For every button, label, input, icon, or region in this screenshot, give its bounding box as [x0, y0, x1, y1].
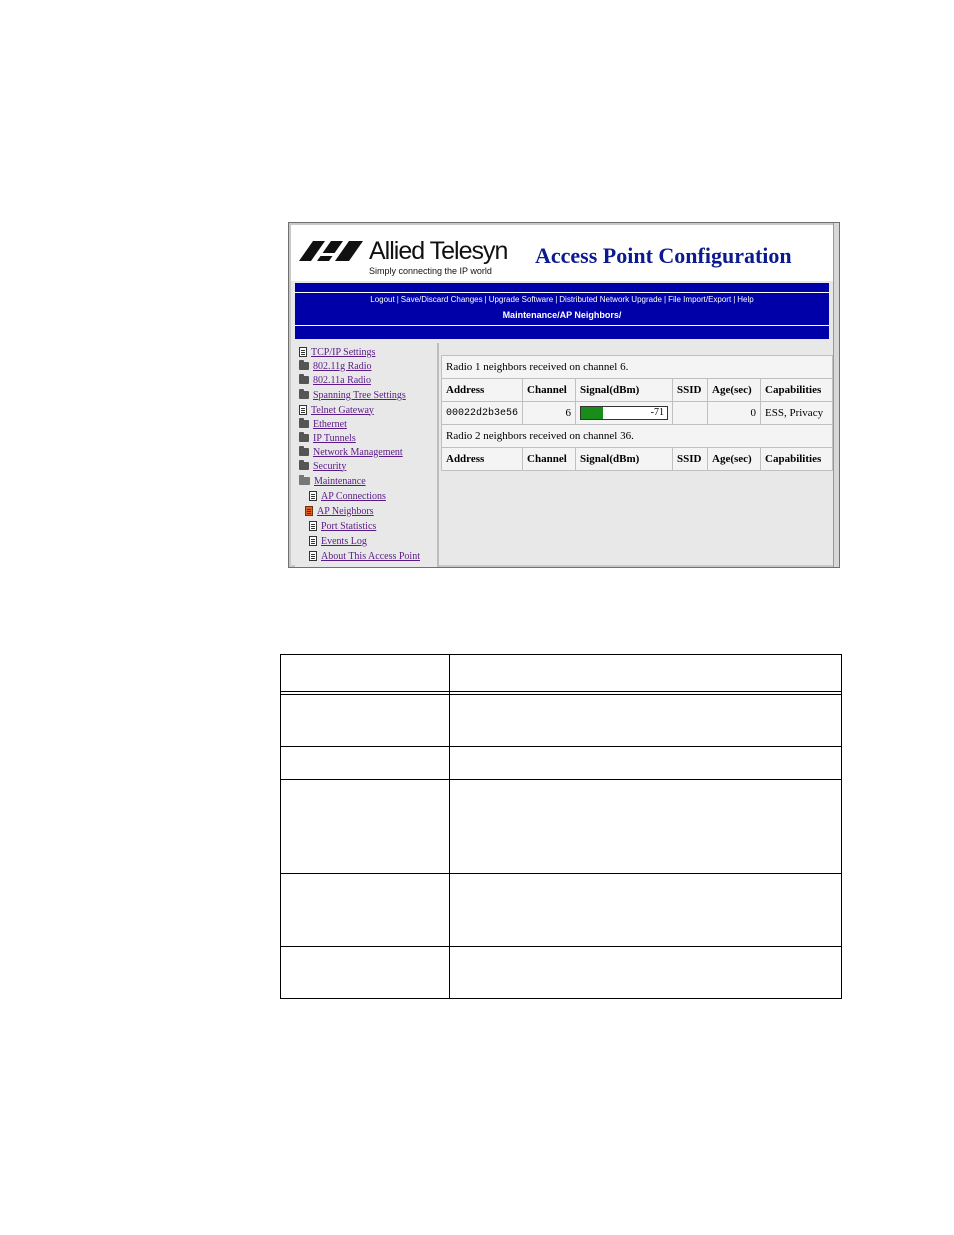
allied-telesyn-logo-icon — [299, 241, 363, 261]
col-ssid: SSID — [673, 379, 708, 402]
sidebar-item-label: 802.11a Radio — [313, 374, 371, 386]
help-link[interactable]: Help — [737, 295, 754, 304]
signal-value: -71 — [650, 407, 665, 418]
col-address: Address — [442, 379, 523, 402]
page-icon — [299, 347, 307, 357]
sidebar-item-spanning-tree[interactable] — [299, 388, 406, 402]
cell-ssid — [673, 402, 708, 425]
sidebar-item-ethernet[interactable] — [299, 417, 347, 431]
cell-address: 00022d2b3e56 — [442, 402, 523, 425]
sidebar-item-label: IP Tunnels — [313, 432, 356, 444]
file-import-export-link[interactable]: File Import/Export — [668, 295, 732, 304]
folder-icon — [299, 376, 309, 384]
sidebar-item-label: Ethernet — [313, 418, 347, 430]
sidebar-item-ap-neighbors[interactable] — [305, 504, 374, 518]
nav-links — [295, 295, 829, 304]
sidebar-item-label: AP Neighbors — [317, 505, 374, 517]
col-signal: Signal(dBm) — [576, 379, 673, 402]
scrollbar[interactable] — [833, 223, 839, 567]
page-icon — [309, 536, 317, 546]
table-row-divider — [281, 946, 841, 947]
folder-icon — [299, 434, 309, 442]
upgrade-software-link[interactable]: Upgrade Software — [488, 295, 554, 304]
table-row-divider — [281, 694, 841, 695]
sidebar-item-label: Security — [313, 460, 347, 472]
table-header-row — [442, 379, 833, 402]
browser-frame — [291, 225, 833, 565]
description-table — [280, 654, 842, 999]
col-capabilities: Capabilities — [761, 379, 833, 402]
radio2-caption: Radio 2 neighbors received on channel 36. — [442, 425, 833, 448]
col-address: Address — [442, 448, 523, 471]
sidebar-tree — [295, 343, 439, 567]
sidebar-item-port-statistics[interactable] — [309, 519, 376, 533]
radio1-caption: Radio 1 neighbors received on channel 6. — [442, 356, 833, 379]
sidebar-item-label: AP Connections — [321, 490, 386, 502]
table-row — [442, 402, 833, 425]
save-discard-link[interactable]: Save/Discard Changes — [400, 295, 483, 304]
sidebar-item-security[interactable] — [299, 459, 346, 473]
nav-separator: | — [484, 295, 487, 304]
sidebar-item-label: TCP/IP Settings — [311, 346, 376, 358]
sidebar-item-tcpip[interactable] — [299, 345, 375, 359]
page-icon — [309, 491, 317, 501]
sidebar-item-ip-tunnels[interactable] — [299, 431, 356, 445]
cell-age: 0 — [708, 402, 761, 425]
col-age: Age(sec) — [708, 379, 761, 402]
nav-separator: | — [733, 295, 736, 304]
app-title: Access Point Configuration — [535, 243, 792, 268]
cell-channel: 6 — [523, 402, 576, 425]
sidebar-item-80211g[interactable] — [299, 359, 372, 373]
page-icon — [309, 521, 317, 531]
sidebar-item-events-log[interactable] — [309, 534, 367, 548]
sidebar-item-label: Events Log — [321, 535, 367, 547]
page-icon — [309, 551, 317, 561]
cell-capabilities: ESS, Privacy — [761, 402, 833, 425]
sidebar-item-label: 802.11g Radio — [313, 360, 372, 372]
sidebar-item-label: Network Management — [313, 446, 403, 458]
table-row-divider — [281, 873, 841, 874]
cell-signal — [576, 402, 673, 425]
sidebar-item-label: About This Access Point — [321, 550, 420, 562]
page-icon — [305, 506, 313, 516]
folder-icon — [299, 362, 309, 370]
brand-tagline: Simply connecting the IP world — [369, 266, 492, 276]
logout-link[interactable]: Logout — [370, 295, 395, 304]
nav-separator: | — [396, 295, 399, 304]
signal-bar — [580, 406, 668, 420]
folder-icon — [299, 462, 309, 470]
breadcrumb: Maintenance/AP Neighbors/ — [502, 310, 622, 320]
col-ssid: SSID — [673, 448, 708, 471]
col-channel: Channel — [523, 379, 576, 402]
ap-config-window — [288, 222, 840, 568]
col-age: Age(sec) — [708, 448, 761, 471]
sidebar-item-label: Telnet Gateway — [311, 404, 374, 416]
table-row-divider — [281, 779, 841, 780]
sidebar-item-ap-connections[interactable] — [309, 489, 386, 503]
nav-separator: | — [663, 295, 667, 304]
folder-icon — [299, 420, 309, 428]
sidebar-item-telnet[interactable] — [299, 403, 374, 417]
col-channel: Channel — [523, 448, 576, 471]
folder-icon — [299, 448, 309, 456]
sidebar-item-label: Maintenance — [314, 475, 366, 487]
sidebar-item-maintenance[interactable] — [299, 474, 366, 488]
table-row-divider — [281, 691, 841, 692]
col-signal: Signal(dBm) — [576, 448, 673, 471]
signal-bar-fill — [581, 407, 603, 419]
top-nav-bar — [295, 283, 829, 339]
neighbors-content — [441, 355, 833, 471]
folder-icon — [299, 391, 309, 399]
sidebar-item-network-mgmt[interactable] — [299, 445, 403, 459]
nav-separator: | — [555, 295, 558, 304]
table-row-divider — [281, 746, 841, 747]
sidebar-item-80211a[interactable] — [299, 373, 371, 387]
brand-logo — [299, 237, 519, 279]
brand-name: Allied Telesyn — [369, 237, 508, 265]
page-header — [291, 225, 833, 281]
sidebar-item-label: Port Statistics — [321, 520, 377, 532]
col-capabilities: Capabilities — [761, 448, 833, 471]
sidebar-item-label: Spanning Tree Settings — [313, 389, 406, 401]
nav-divider — [295, 325, 829, 326]
folder-open-icon — [299, 477, 310, 485]
sidebar-item-about[interactable] — [309, 549, 420, 563]
radio1-neighbors-table — [441, 355, 833, 471]
nav-divider — [295, 292, 829, 293]
distributed-upgrade-link[interactable]: Distributed Network Upgrade — [559, 295, 662, 304]
table-header-row — [442, 448, 833, 471]
page-icon — [299, 405, 307, 415]
